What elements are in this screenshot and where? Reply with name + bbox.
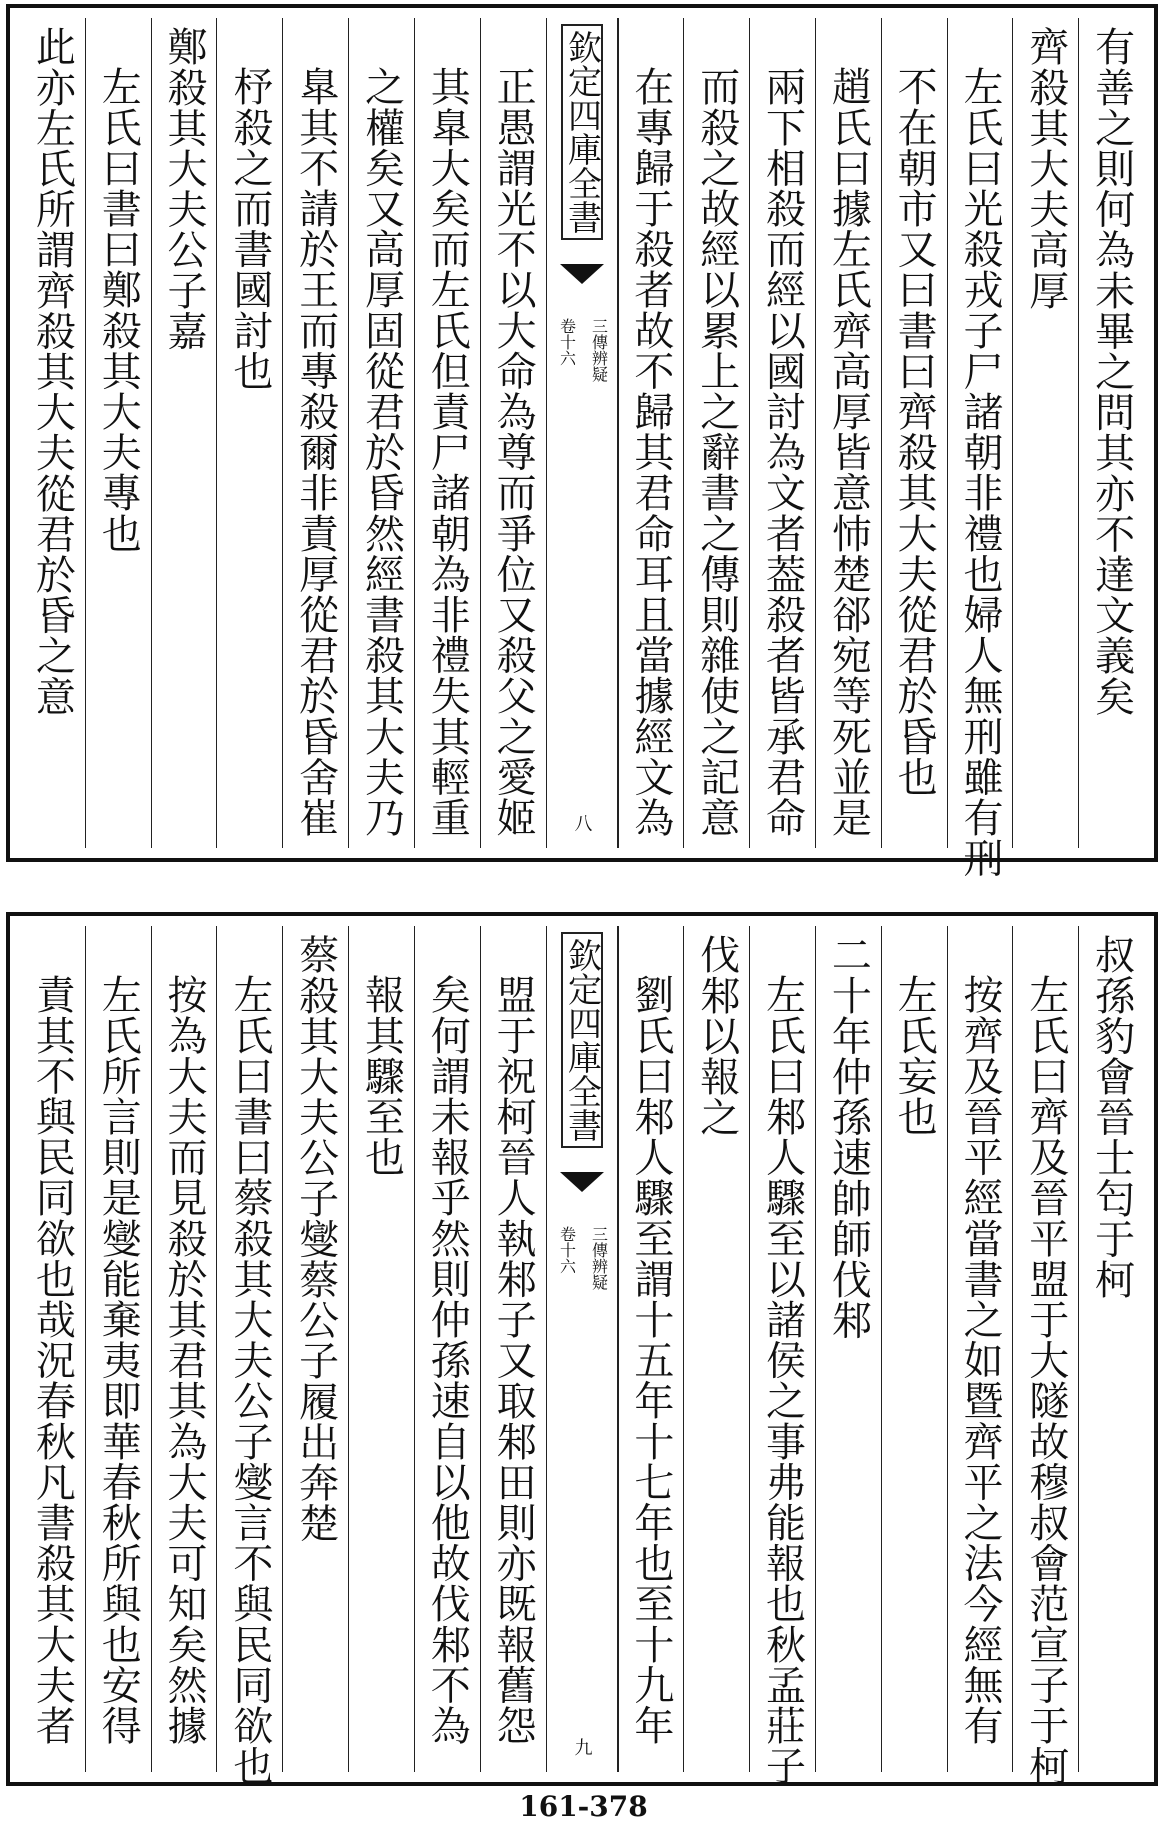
text-column <box>618 926 684 1772</box>
column-text: 其臯大矣而左氏但責尸諸朝為非禮失其輕重 <box>424 66 471 838</box>
column-text: 左氏曰書曰鄭殺其大夫專也 <box>95 66 142 554</box>
column-text: 趙氏曰據左氏齊高厚皆意㤄楚郤宛等死並是 <box>825 66 872 838</box>
text-column <box>1078 18 1144 848</box>
column-text: 左氏曰書曰蔡殺其大夫公子燮言不與民同欲也 <box>226 974 273 1786</box>
column-text: 左氏所言則是燮能棄夷即華春秋所與也安得 <box>95 974 142 1746</box>
text-column <box>216 926 282 1786</box>
top-page-columns <box>20 18 1144 878</box>
text-column <box>683 926 749 1772</box>
book-title: 三傳辨疑 <box>589 318 609 382</box>
column-text: 左氏曰光殺戎子尸諸朝非禮也婦人無刑雖有刑 <box>956 66 1003 878</box>
column-text: 按齊及晉平經當書之如暨齊平之法今經無有 <box>956 974 1003 1746</box>
column-text: 不在朝市又曰書曰齊殺其大夫從君於昏也 <box>891 66 938 797</box>
text-column <box>618 18 684 848</box>
text-column <box>348 926 414 1772</box>
text-column <box>85 18 151 848</box>
text-column <box>20 18 85 848</box>
column-text: 劉氏曰邾人驟至謂十五年十七年也至十九年 <box>627 974 674 1746</box>
column-text: 之權矣又高厚固從君於昏然經書殺其大夫乃 <box>358 66 405 838</box>
text-column <box>414 926 480 1772</box>
top-page-panel <box>6 4 1158 878</box>
text-column <box>282 18 348 848</box>
column-text: 左氏妄也 <box>891 974 938 1137</box>
volume-label: 卷十六 <box>557 1226 577 1274</box>
page-number: 161-378 <box>519 1790 648 1823</box>
heading-column <box>151 18 217 848</box>
column-text: 兩下相殺而經以國討為文者葢殺者皆承君命 <box>759 66 806 838</box>
entry-heading: 蔡殺其大夫公子燮蔡公子履出奔楚 <box>292 934 339 1543</box>
column-text: 矣何謂未報乎然則仲孫速自以他故伐邾不為 <box>424 974 471 1746</box>
folio-number: 九 <box>571 1738 593 1756</box>
text-column <box>85 926 151 1772</box>
heading-column <box>282 926 348 1772</box>
heading-column <box>1012 18 1078 848</box>
series-title: 欽定四庫全書 <box>561 24 603 240</box>
column-text: 有善之則何為未畢之問其亦不達文義矣 <box>1088 26 1135 717</box>
column-text: 臯其不請於王而專殺爾非責厚從君於昏舍崔 <box>292 66 339 838</box>
column-text: 報其驟至也 <box>358 974 405 1177</box>
entry-heading: 叔孫豹會晉士匄于柯 <box>1088 934 1135 1300</box>
text-column <box>749 926 815 1786</box>
entry-heading: 鄭殺其大夫公子嘉 <box>161 26 208 351</box>
column-text: 杼殺之而書國討也 <box>226 66 273 391</box>
fishtail-mark-icon <box>560 264 604 284</box>
column-text: 左氏曰齊及晉平盟于大隧故穆叔會范宣子于柯 <box>1022 974 1069 1786</box>
bottom-page-panel <box>6 912 1158 1786</box>
text-column <box>480 18 546 848</box>
column-text: 在專歸于殺者故不歸其君命耳且當據經文為 <box>627 66 674 838</box>
column-text: 左氏曰邾人驟至以諸侯之事弗能報也秋孟莊子 <box>759 974 806 1786</box>
text-column <box>348 18 414 848</box>
folio-number: 八 <box>571 814 593 832</box>
text-column <box>881 18 947 848</box>
series-title: 欽定四庫全書 <box>561 932 603 1148</box>
heading-column <box>1078 926 1144 1772</box>
text-column <box>947 18 1013 878</box>
entry-heading: 齊殺其大夫高厚 <box>1022 26 1069 311</box>
bottom-page-columns <box>20 926 1144 1786</box>
column-text: 伐邾以報之 <box>693 934 740 1137</box>
book-title: 三傳辨疑 <box>589 1226 609 1290</box>
text-column <box>1012 926 1078 1786</box>
center-spine <box>546 926 618 1772</box>
heading-column <box>815 926 881 1772</box>
text-column <box>947 926 1013 1772</box>
text-column <box>20 926 85 1772</box>
text-column <box>480 926 546 1772</box>
column-text: 而殺之故經以累上之辭書之傳則雜使之記意 <box>693 66 740 838</box>
fishtail-mark-icon <box>560 1172 604 1192</box>
column-text: 正愚謂光不以大命為尊而爭位又殺父之愛姬 <box>490 66 537 838</box>
volume-label: 卷十六 <box>557 318 577 366</box>
entry-heading: 二十年仲孫速帥師伐邾 <box>825 934 872 1340</box>
text-column <box>815 18 881 848</box>
column-text: 責其不與民同欲也哉況春秋凡書殺其大夫者 <box>29 974 76 1746</box>
center-spine <box>546 18 618 848</box>
text-column <box>749 18 815 848</box>
text-column <box>414 18 480 848</box>
column-text: 盟于祝柯晉人執邾子又取邾田則亦既報舊怨 <box>490 974 537 1746</box>
text-column <box>216 18 282 848</box>
column-text: 此亦左氏所謂齊殺其大夫從君於昏之意 <box>29 26 76 717</box>
column-text: 按為大夫而見殺於其君其為大夫可知矣然據 <box>161 974 208 1746</box>
text-column <box>881 926 947 1772</box>
text-column <box>151 926 217 1772</box>
text-column <box>683 18 749 848</box>
